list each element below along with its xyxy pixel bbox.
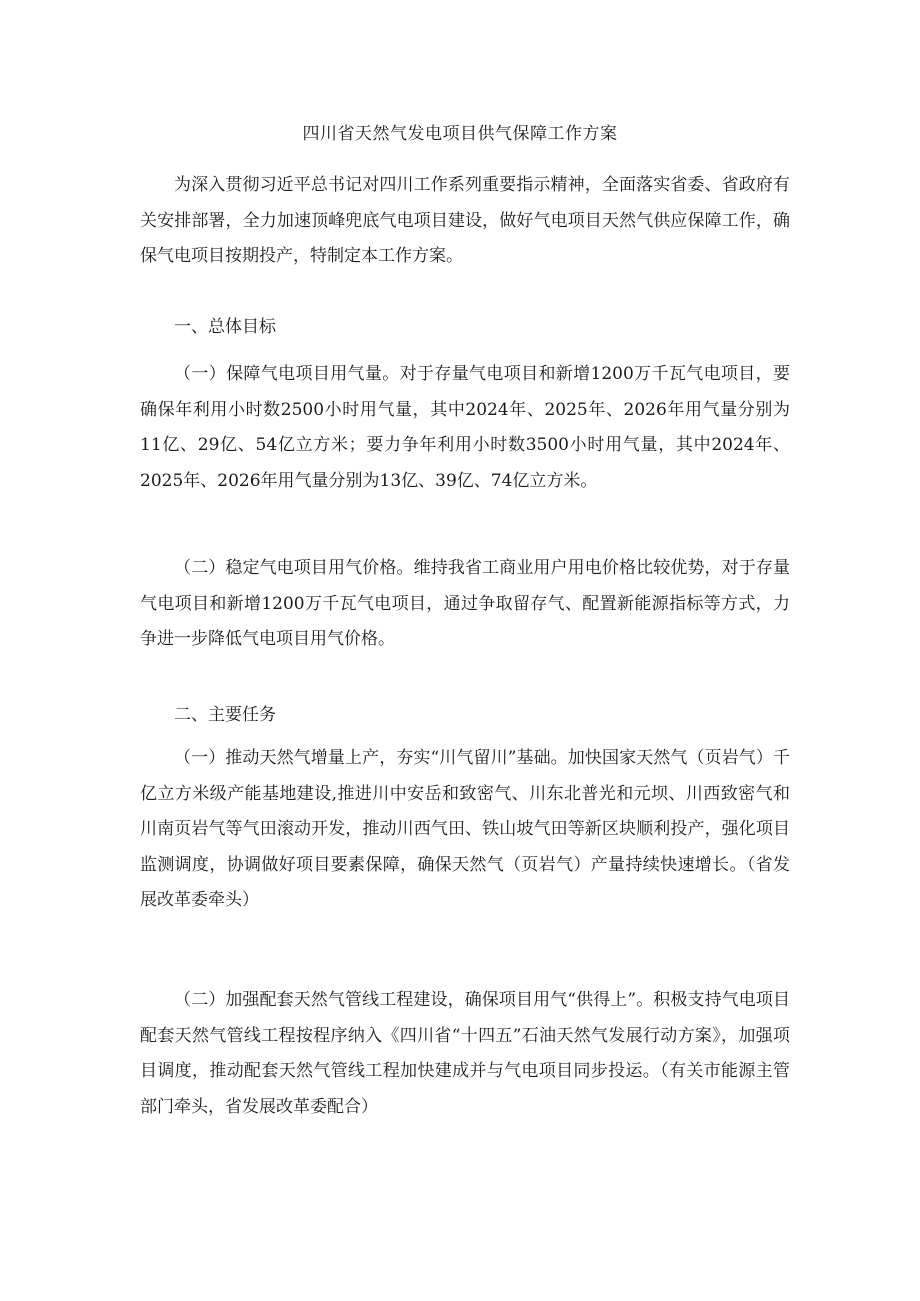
section-2-item-2: （二）加强配套天然气管线工程建设，确保项目用气“供得上”。积极支持气电项目配套天然气管线工程按程序纳入《四川省“十四五”石油天然气发展行动方案》，加强项目调度，推动配套天然气管线工程加快建成并与气电项目同步投运。（有关市能源主管部门牵头，省发展改革委配合）	[140, 990, 790, 1117]
section-2-item-1: （一）推动天然气增量上产，夯实“川气留川”基础。加快国家天然气（页岩气）千亿立方米级产能基地建设,推进川中安岳和致密气、川东北普光和元坝、川西致密气和川南页岩气等气田滚动开发，推动川西气田、铁山坡气田等新区块顺利投产，强化项目监测调度，协调做好项目要素保障，确保天然气（页岩气）产量持续快速增长。（省发展改革委牵头）	[140, 748, 790, 910]
document-title: 四川省天然气发电项目供气保障工作方案	[302, 124, 618, 144]
section-2-heading: 二、主要任务	[174, 705, 276, 725]
intro-paragraph: 为深入贯彻习近平总书记对四川工作系列重要指示精神，全面落实省委、省政府有关安排部署，全力加速顶峰兜底气电项目建设，做好气电项目天然气供应保障工作，确保气电项目按期投产，特制定本工作方案。	[140, 175, 790, 266]
section-1-item-2: （二）稳定气电项目用气价格。维持我省工商业用户用电价格比较优势，对于存量气电项目和新增1200万千瓦气电项目，通过争取留存气、配置新能源指标等方式，力争进一步降低气电项目用气价格。	[140, 558, 790, 649]
section-1-heading: 一、总体目标	[174, 317, 276, 337]
section-1-item-1: （一）保障气电项目用气量。对于存量气电项目和新增1200万千瓦气电项目，要确保年利用小时数2500小时用气量，其中2024年、2025年、2026年用气量分别为11亿、29亿、54亿立方米；要力争年利用小时数3500小时用气量，其中2024年、2025年、2026年用气量分别为13亿、39亿、74亿立方米。	[140, 364, 790, 491]
